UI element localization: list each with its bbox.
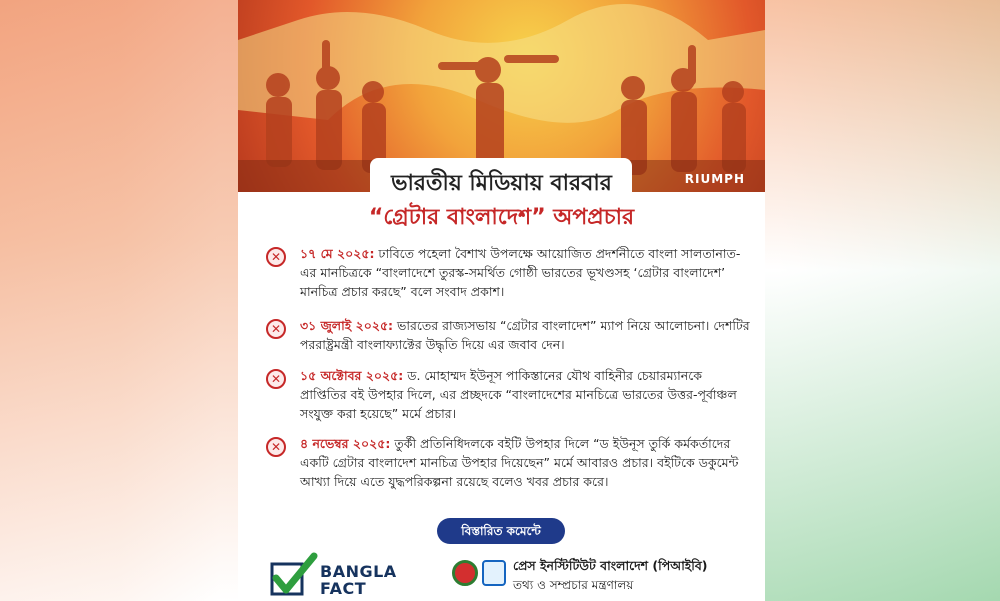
pib-emblem-icon <box>482 560 506 586</box>
bangla-fact-text-line2: FACT <box>320 579 367 598</box>
poster-card <box>238 0 765 601</box>
bangla-fact-text-line1: BANGLA <box>320 562 397 581</box>
item-date: ৪ নভেম্বর ২০২৫: <box>300 436 391 451</box>
poster-title-line1: ভারতীয় মিডিয়ায় বারবার <box>391 171 612 196</box>
item-text <box>300 434 752 491</box>
item-text <box>300 316 752 354</box>
cross-icon: ✕ <box>266 319 286 339</box>
ministry-name: তথ্য ও সম্প্রচার মন্ত্রণালয় <box>513 578 634 592</box>
bangla-fact-logo <box>268 552 418 598</box>
item-date: ৩১ জুলাই ২০২৫: <box>300 318 394 333</box>
artwork-watermark: RIUMPH <box>684 172 745 186</box>
details-in-comments-button[interactable]: বিস্তারিত কমেন্টে <box>437 518 565 544</box>
item-text <box>300 244 752 301</box>
background-right <box>760 0 1000 601</box>
item-body: ভারতের রাজ্যসভায় “গ্রেটার বাংলাদেশ” ম্যাপ নিয়ে আলোচনা। দেশটির পররাষ্ট্রমন্ত্রী বাংলাফ্যাক্টের উদ্ধৃতি দিয়ে এর জবাব দেন। <box>300 318 750 352</box>
item-date: ১৭ মে ২০২৫: <box>300 246 375 261</box>
item-body: ঢাবিতে পহেলা বৈশাখ উপলক্ষে আয়োজিত প্রদর্শনীতে বাংলা সালতানাত-এর মানচিত্রকে “বাংলাদেশে তুরস্ক-সমর্থিত গোষ্ঠী ভারতের ভূখণ্ডসহ ‘গ্রেটার বাংলাদেশ’ মানচিত্র প্রচার করছে” বলে সংবাদ প্রকাশ। <box>300 246 741 299</box>
cross-icon: ✕ <box>266 437 286 457</box>
checkmark-icon <box>268 552 318 598</box>
cross-icon: ✕ <box>266 369 286 389</box>
pib-name: প্রেস ইনস্টিটিউট বাংলাদেশ (পিআইবি) <box>513 558 708 573</box>
item-text <box>300 366 752 423</box>
cross-icon: ✕ <box>266 247 286 267</box>
government-emblem-icon <box>452 560 478 586</box>
background-left <box>0 0 240 601</box>
item-body: ড. মোহাম্মদ ইউনূস পাকিস্তানের যৌথ বাহিনীর চেয়ারম্যানকে প্রাপ্তিতির বই উপহার দিলে, এর প্রচ্ছদকে “বাংলাদেশের মানচিত্রে ভারতের উত্তর-পূর্বাঞ্চল সংযুক্ত করা হয়েছে” মর্মে প্রচার। <box>300 368 737 421</box>
poster-title-line2: “গ্রেটার বাংলাদেশ” অপপ্রচার <box>368 205 635 230</box>
item-date: ১৫ অক্টোবর ২০২৫: <box>300 368 404 383</box>
item-body: তুর্কী প্রতিনিধিদলকে বইটি উপহার দিলে “ড ইউনূস তুর্কি কর্মকর্তাদের একটি গ্রেটার বাংলাদেশ মানচিত্র উপহার দিয়েছেন” মর্মে আবারও প্রচার। বইটিকে ডকুমেন্ট আখ্যা দিয়ে এতে যুদ্ধপরিকল্পনা রয়েছে বলেও খবর প্রচার করে। <box>300 436 739 489</box>
